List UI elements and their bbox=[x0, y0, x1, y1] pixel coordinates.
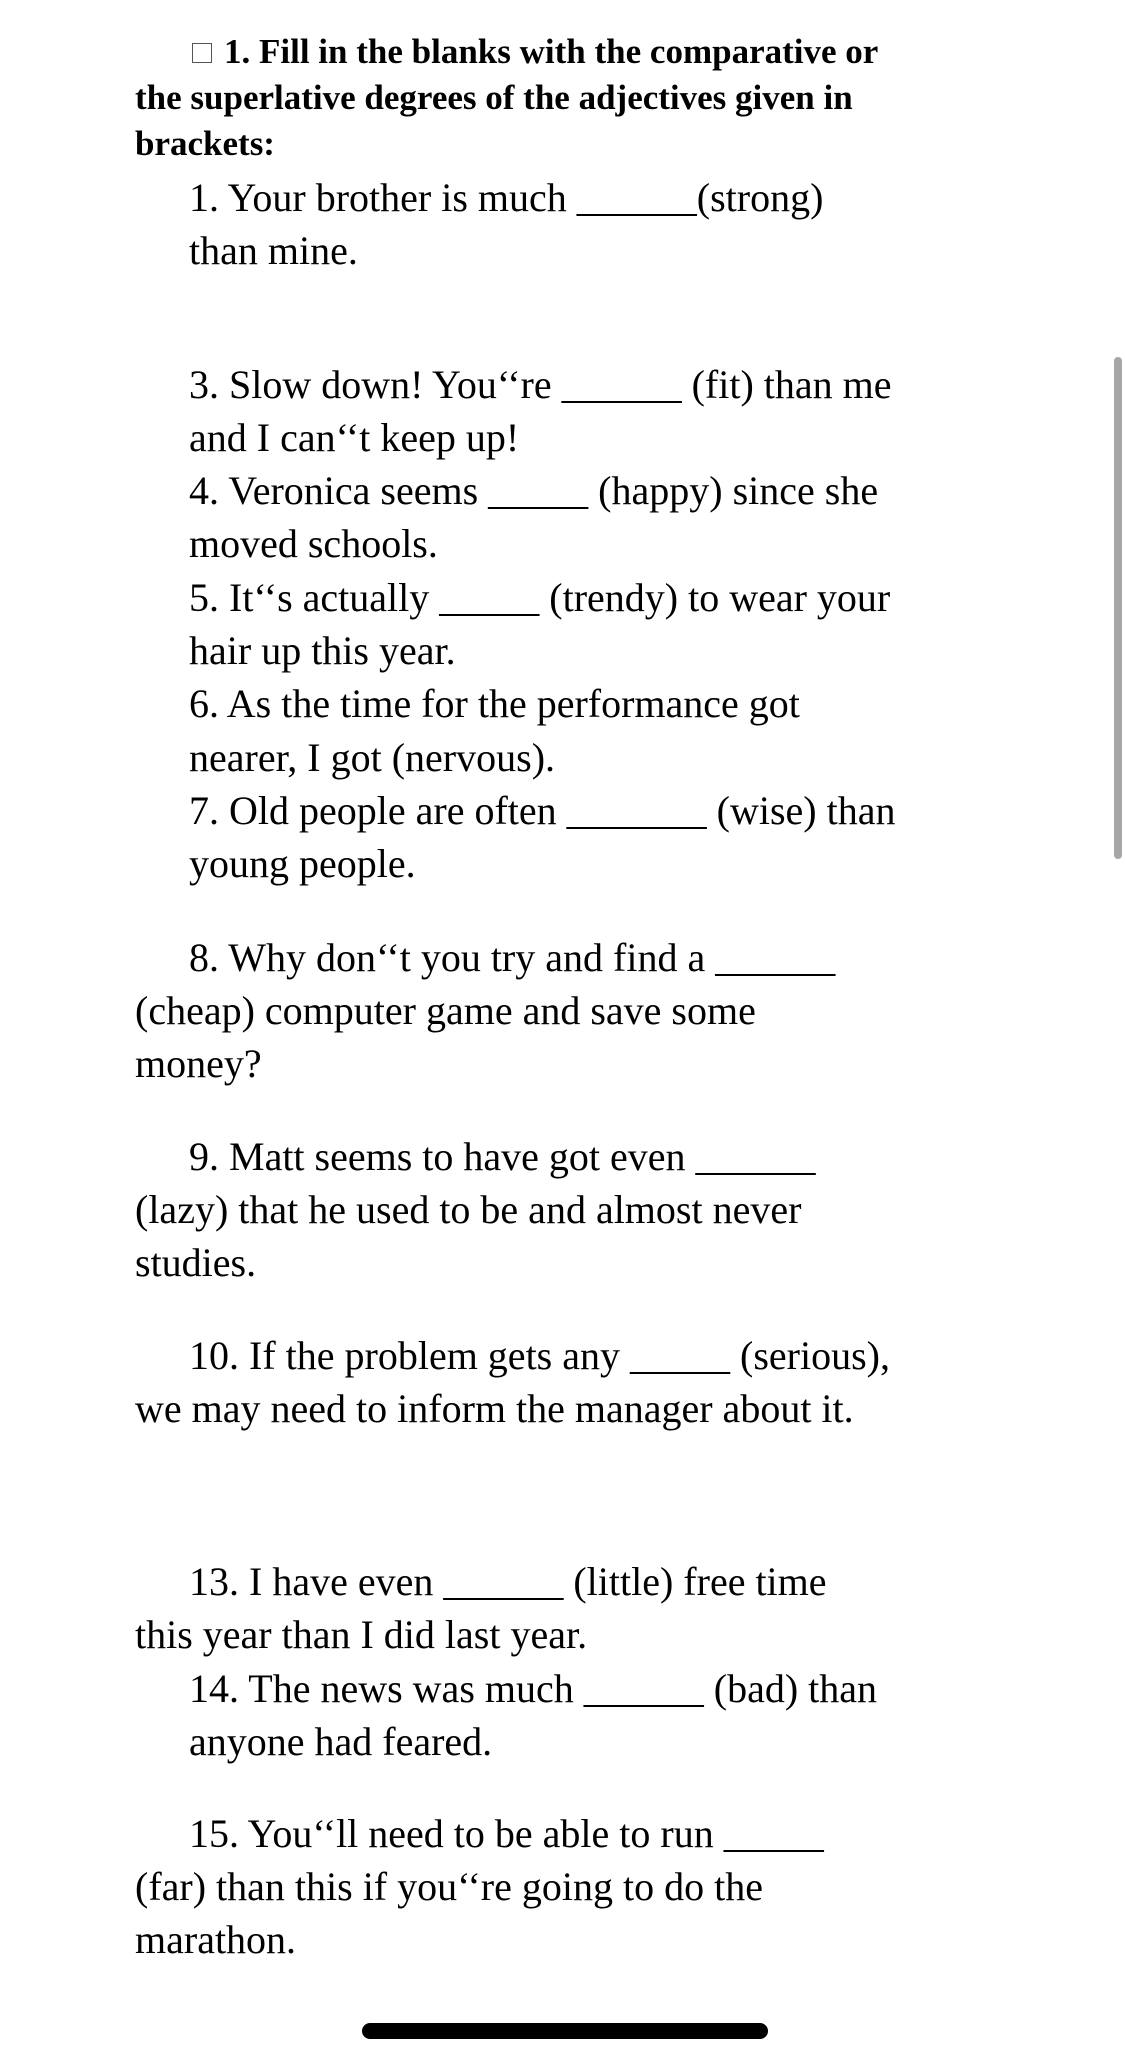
item-6-line-2: nearer, I got (nervous). bbox=[189, 735, 556, 780]
item-9-line-3: studies. bbox=[135, 1240, 257, 1285]
item-9-line-1: 9. Matt seems to have got even ______ bbox=[189, 1134, 816, 1179]
item-15-line-3: marathon. bbox=[135, 1917, 297, 1962]
item-6-line-1: 6. As the time for the performance got bbox=[189, 681, 800, 726]
item-4-line-2: moved schools. bbox=[189, 521, 438, 566]
item-15-line-1: 15. You‘‘ll need to be able to run _____ bbox=[189, 1811, 824, 1856]
item-13-line-1: 13. I have even ______ (little) free time bbox=[189, 1559, 827, 1604]
item-3-line-1: 3. Slow down! You‘‘re ______ (fit) than me bbox=[189, 362, 892, 407]
item-4-line-1: 4. Veronica seems _____ (happy) since she bbox=[189, 468, 879, 513]
item-9-line-2: (lazy) that he used to be and almost never bbox=[135, 1187, 802, 1232]
item-7-line-1: 7. Old people are often _______ (wise) than bbox=[189, 788, 896, 833]
item-13-line-2: this year than I did last year. bbox=[135, 1612, 588, 1657]
item-7-line-2: young people. bbox=[189, 841, 416, 886]
item-14-line-1: 14. The news was much ______ (bad) than bbox=[189, 1666, 878, 1711]
item-14-line-2: anyone had feared. bbox=[189, 1719, 493, 1764]
item-8-line-1: 8. Why don‘‘t you try and find a ______ bbox=[189, 935, 836, 980]
item-1-line-2: than mine. bbox=[189, 228, 358, 273]
exercise-heading-line-2: the superlative degrees of the adjectives given in bbox=[135, 78, 853, 117]
item-10-line-2: we may need to inform the manager about it. bbox=[135, 1386, 854, 1431]
exercise-heading-line-1 bbox=[192, 28, 878, 76]
item-5-line-2: hair up this year. bbox=[189, 628, 456, 673]
item-3-line-2: and I can‘‘t keep up! bbox=[189, 415, 520, 460]
exercise-heading-line-3: brackets: bbox=[135, 124, 275, 163]
item-8-line-2: (cheap) computer game and save some bbox=[135, 988, 756, 1033]
item-5-line-1: 5. It‘‘s actually _____ (trendy) to wear your bbox=[189, 575, 891, 620]
heading-text-1: 1. Fill in the blanks with the comparative or bbox=[224, 32, 879, 71]
scrollbar-thumb[interactable] bbox=[1114, 357, 1122, 859]
item-10-line-1: 10. If the problem gets any _____ (serious), bbox=[189, 1333, 890, 1378]
home-indicator[interactable] bbox=[362, 2023, 768, 2039]
item-15-line-2: (far) than this if you‘‘re going to do the bbox=[135, 1864, 763, 1909]
item-8-line-3: money? bbox=[135, 1041, 262, 1086]
item-1-line-1: 1. Your brother is much ______(strong) bbox=[189, 175, 824, 220]
checkbox-icon bbox=[192, 43, 212, 63]
